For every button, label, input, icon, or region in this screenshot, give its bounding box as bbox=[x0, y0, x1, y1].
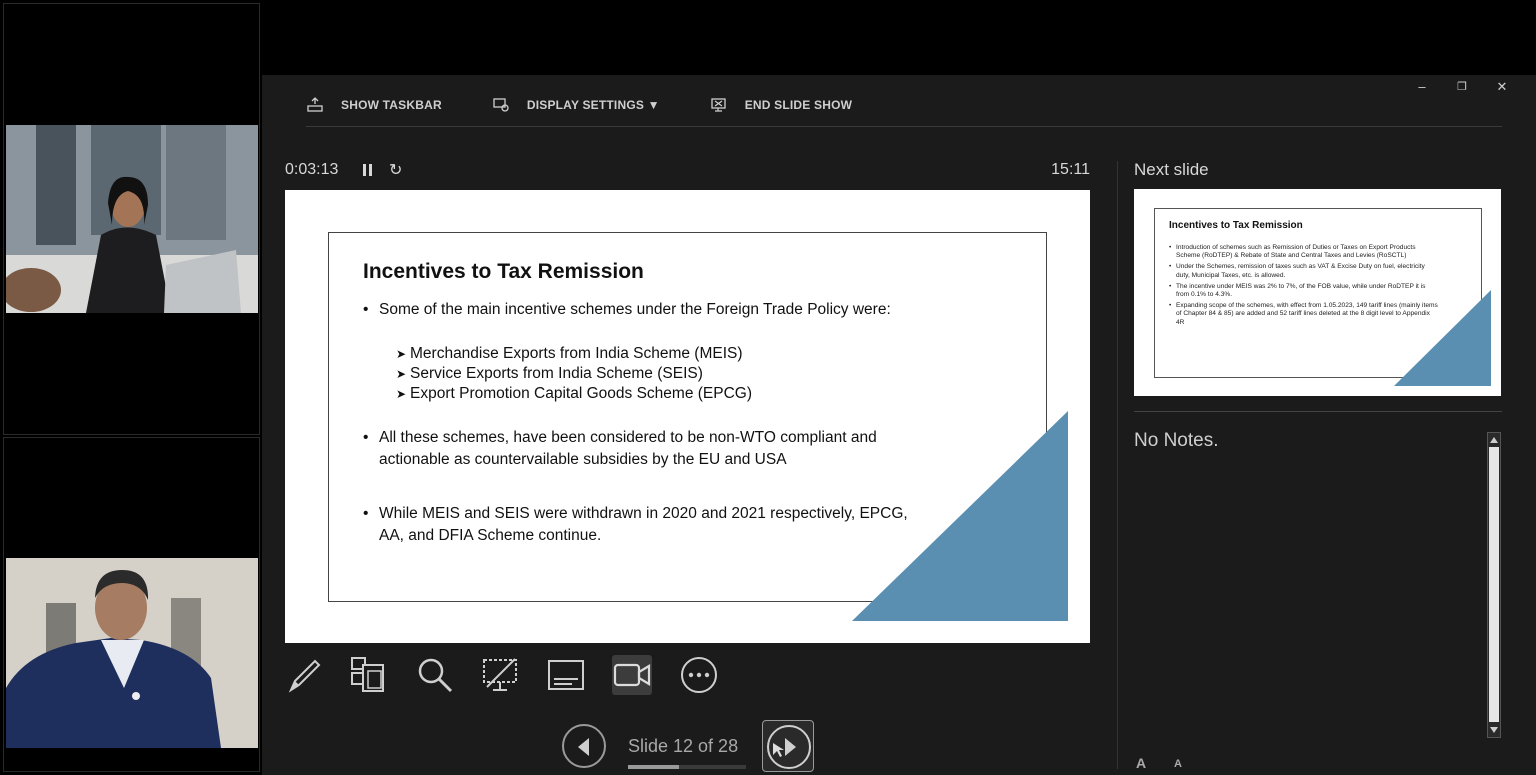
slide-title: Incentives to Tax Remission bbox=[363, 260, 644, 283]
previous-slide-button[interactable] bbox=[562, 724, 606, 768]
scheme-list bbox=[396, 344, 752, 404]
scrollbar-thumb[interactable] bbox=[1489, 447, 1499, 722]
scroll-up-icon[interactable] bbox=[1490, 437, 1498, 443]
next-slide-preview[interactable] bbox=[1134, 189, 1501, 396]
elapsed-timer: 0:03:13 bbox=[285, 161, 339, 178]
participant-video-woman bbox=[6, 125, 258, 313]
taskbar-icon bbox=[306, 97, 324, 113]
current-time: 15:11 bbox=[1051, 161, 1090, 178]
scheme-item: ➤ Merchandise Exports from India Scheme (MEIS) bbox=[396, 344, 752, 364]
black-screen-button[interactable] bbox=[481, 655, 521, 695]
next-slide-item: • Introduction of schemes such as Remission of Duties or Taxes on Export Products Scheme (RoDTEP) & Rebate of State and Central Taxes and Levies (RoSCTL) bbox=[1169, 244, 1439, 260]
reset-timer-icon[interactable]: ↻ bbox=[389, 162, 403, 179]
next-slide-heading: Next slide bbox=[1134, 160, 1209, 179]
subtitles-button[interactable] bbox=[547, 655, 587, 695]
participant-tile-1[interactable] bbox=[3, 3, 260, 435]
next-slide-item: • Expanding scope of the schemes, with effect from 1.05.2023, 149 tariff lines (mainly items of Chapter 84 & 85) are added and 52 tariff lines deleted at the 8 digit level to Appendix 4R bbox=[1169, 302, 1439, 327]
participants-panel bbox=[0, 0, 262, 775]
notes-scrollbar[interactable] bbox=[1487, 432, 1501, 738]
decrease-font-button[interactable]: A bbox=[1174, 758, 1182, 770]
arrow-right-icon bbox=[763, 721, 815, 773]
show-taskbar-label: SHOW TASKBAR bbox=[341, 98, 442, 112]
scroll-down-icon[interactable] bbox=[1490, 727, 1498, 733]
minimize-button[interactable]: – bbox=[1418, 79, 1426, 94]
slide-bullet-2: • All these schemes, have been considered to be non-WTO compliant and actionable as countervailable subsidies by the EU and USA bbox=[363, 427, 877, 471]
close-button[interactable]: ✕ bbox=[1496, 79, 1508, 94]
end-slide-show-button[interactable] bbox=[710, 97, 852, 113]
slide-progress-bar bbox=[628, 765, 746, 769]
more-options-button[interactable] bbox=[679, 655, 719, 695]
presenter-toolbar bbox=[306, 92, 902, 118]
scheme-item: ➤ Export Promotion Capital Goods Scheme (EPCG) bbox=[396, 384, 752, 404]
toolbar-divider bbox=[306, 126, 1502, 127]
see-all-slides-button[interactable] bbox=[349, 655, 389, 695]
slide-bullet-3: • While MEIS and SEIS were withdrawn in 2020 and 2021 respectively, EPCG, AA, and DFIA Scheme continue. bbox=[363, 503, 908, 547]
participant-tile-2[interactable] bbox=[3, 437, 260, 772]
speaker-notes[interactable]: No Notes. bbox=[1134, 430, 1219, 451]
panel-divider bbox=[1117, 161, 1118, 769]
end-show-icon bbox=[710, 97, 728, 113]
zoom-button[interactable] bbox=[415, 655, 455, 695]
presenter-view bbox=[262, 75, 1536, 775]
show-taskbar-button[interactable] bbox=[306, 97, 442, 113]
next-slide-button[interactable] bbox=[762, 720, 814, 772]
current-slide[interactable] bbox=[285, 190, 1090, 643]
slide-bullet-1: • Some of the main incentive schemes under the Foreign Trade Policy were: bbox=[363, 299, 891, 321]
display-settings-icon bbox=[492, 97, 510, 113]
restore-button[interactable]: ❐ bbox=[1457, 81, 1467, 93]
display-settings-label: DISPLAY SETTINGS ▼ bbox=[526, 98, 660, 112]
next-slide-item: • Under the Schemes, remission of taxes such as VAT & Excise Duty on fuel, electricity duty, Municipal Taxes, etc. is allowed. bbox=[1169, 263, 1439, 279]
increase-font-button[interactable]: A bbox=[1136, 755, 1147, 771]
slide-counter: Slide 12 of 28 bbox=[628, 736, 739, 756]
arrow-left-icon bbox=[578, 738, 589, 756]
scheme-item: ➤ Service Exports from India Scheme (SEIS) bbox=[396, 364, 752, 384]
notes-divider bbox=[1134, 411, 1502, 412]
next-slide-item: • The incentive under MEIS was 2% to 7%, of the FOB value, while under RoDTEP it is from 0.1% to 4.3%. bbox=[1169, 283, 1439, 299]
pause-timer-button[interactable] bbox=[363, 164, 373, 176]
next-slide-bullets bbox=[1169, 244, 1439, 330]
timer-row bbox=[285, 161, 1090, 181]
window-controls bbox=[1416, 75, 1536, 105]
camera-toggle-button[interactable] bbox=[612, 655, 652, 695]
pen-tool-button[interactable] bbox=[285, 655, 325, 695]
participant-video-man bbox=[6, 558, 258, 748]
end-slide-show-label: END SLIDE SHOW bbox=[744, 98, 853, 112]
next-slide-title: Incentives to Tax Remission bbox=[1169, 220, 1303, 231]
slide-navigation bbox=[562, 721, 822, 775]
display-settings-button[interactable] bbox=[492, 97, 660, 113]
